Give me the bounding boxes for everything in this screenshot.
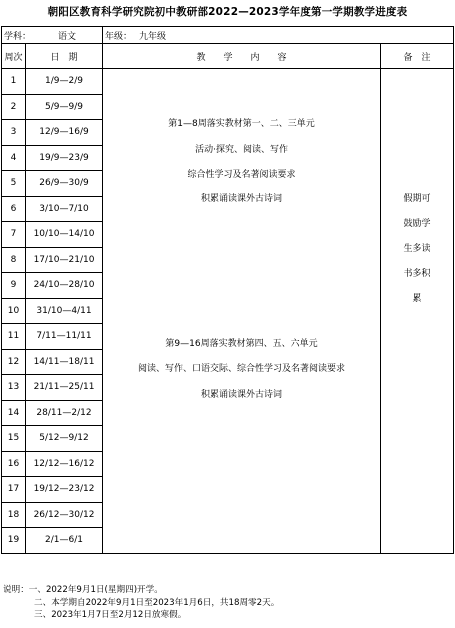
weeks-body	[2, 69, 454, 554]
header-row	[2, 44, 454, 69]
header-date: 日 期	[26, 44, 103, 69]
content-line: 积累诵读课外古诗词	[201, 390, 283, 400]
note-line: 书多积	[403, 269, 431, 279]
grade-cell	[103, 27, 454, 44]
week-number: 2	[2, 94, 26, 120]
week-number: 11	[2, 324, 26, 350]
subject-cell	[2, 27, 103, 44]
content-line: 活动·探究、阅读、写作	[195, 145, 288, 155]
week-date: 19/12—23/12	[26, 477, 103, 503]
week-date: 7/11—11/11	[26, 324, 103, 350]
week-date: 21/11—25/11	[26, 375, 103, 401]
week-number: 16	[2, 451, 26, 477]
week-date: 3/10—7/10	[26, 196, 103, 222]
week-number: 10	[2, 298, 26, 324]
week-number: 19	[2, 528, 26, 554]
footnote-1: 说明：一、2022年9月1日(星期四)开学。	[3, 585, 163, 595]
content-line: 积累诵读课外古诗词	[201, 194, 283, 204]
content-line: 阅读、写作、口语交际、综合性学习及名著阅读要求	[138, 364, 346, 374]
week-number: 6	[2, 196, 26, 222]
header-content: 教 学 内 容	[103, 44, 381, 69]
week-number: 9	[2, 273, 26, 299]
week-date: 31/10—4/11	[26, 298, 103, 324]
week-number: 8	[2, 247, 26, 273]
week-date: 19/9—23/9	[26, 145, 103, 171]
week-date: 5/12—9/12	[26, 426, 103, 452]
header-note: 备 注	[381, 44, 454, 69]
footnotes	[3, 584, 279, 622]
note-line: 累	[412, 294, 422, 304]
week-date: 26/9—30/9	[26, 171, 103, 197]
subject-label: 学科：	[4, 31, 32, 42]
week-number: 1	[2, 69, 26, 95]
week-number: 4	[2, 145, 26, 171]
week-date: 28/11—2/12	[26, 400, 103, 426]
week-date: 10/10—14/10	[26, 222, 103, 248]
schedule-table	[1, 26, 454, 554]
week-date: 1/9—2/9	[26, 69, 103, 95]
table-row	[2, 69, 454, 95]
info-row	[2, 27, 454, 44]
week-date: 12/9—16/9	[26, 120, 103, 146]
page-title: 朝阳区教育科学研究院初中教研部2022—2023学年度第一学期教学进度表	[47, 6, 408, 18]
note-cell	[381, 69, 454, 554]
subject-value: 语文	[58, 31, 77, 42]
content-line: 第1—8周落实教材第一、二、三单元	[168, 119, 315, 129]
week-number: 3	[2, 120, 26, 146]
week-number: 18	[2, 502, 26, 528]
week-date: 26/12—30/12	[26, 502, 103, 528]
week-date: 24/10—28/10	[26, 273, 103, 299]
content-line: 第9—16周落实教材第四、五、六单元	[165, 339, 318, 349]
week-number: 13	[2, 375, 26, 401]
week-number: 14	[2, 400, 26, 426]
note-line: 生多读	[403, 244, 431, 254]
week-number: 5	[2, 171, 26, 197]
note-line: 假期可	[403, 194, 431, 204]
header-week: 周次	[2, 44, 26, 69]
week-number: 17	[2, 477, 26, 503]
week-number: 15	[2, 426, 26, 452]
week-date: 12/12—16/12	[26, 451, 103, 477]
footnote-2: 二、本学期自2022年9月1日至2023年1月6日，共18周零2天。	[34, 597, 280, 608]
week-date: 5/9—9/9	[26, 94, 103, 120]
week-date: 17/10—21/10	[26, 247, 103, 273]
content-line: 综合性学习及名著阅读要求	[187, 170, 296, 180]
week-date: 2/1—6/1	[26, 528, 103, 554]
week-date: 14/11—18/11	[26, 349, 103, 375]
content-cell	[103, 69, 381, 554]
week-number: 12	[2, 349, 26, 375]
week-number: 7	[2, 222, 26, 248]
grade-value: 九年级	[139, 31, 167, 42]
note-line: 鼓励学	[403, 219, 431, 229]
grade-label: 年级：	[105, 31, 133, 42]
footnote-3: 三、2023年1月7日至2月12日放寒假。	[34, 610, 187, 620]
